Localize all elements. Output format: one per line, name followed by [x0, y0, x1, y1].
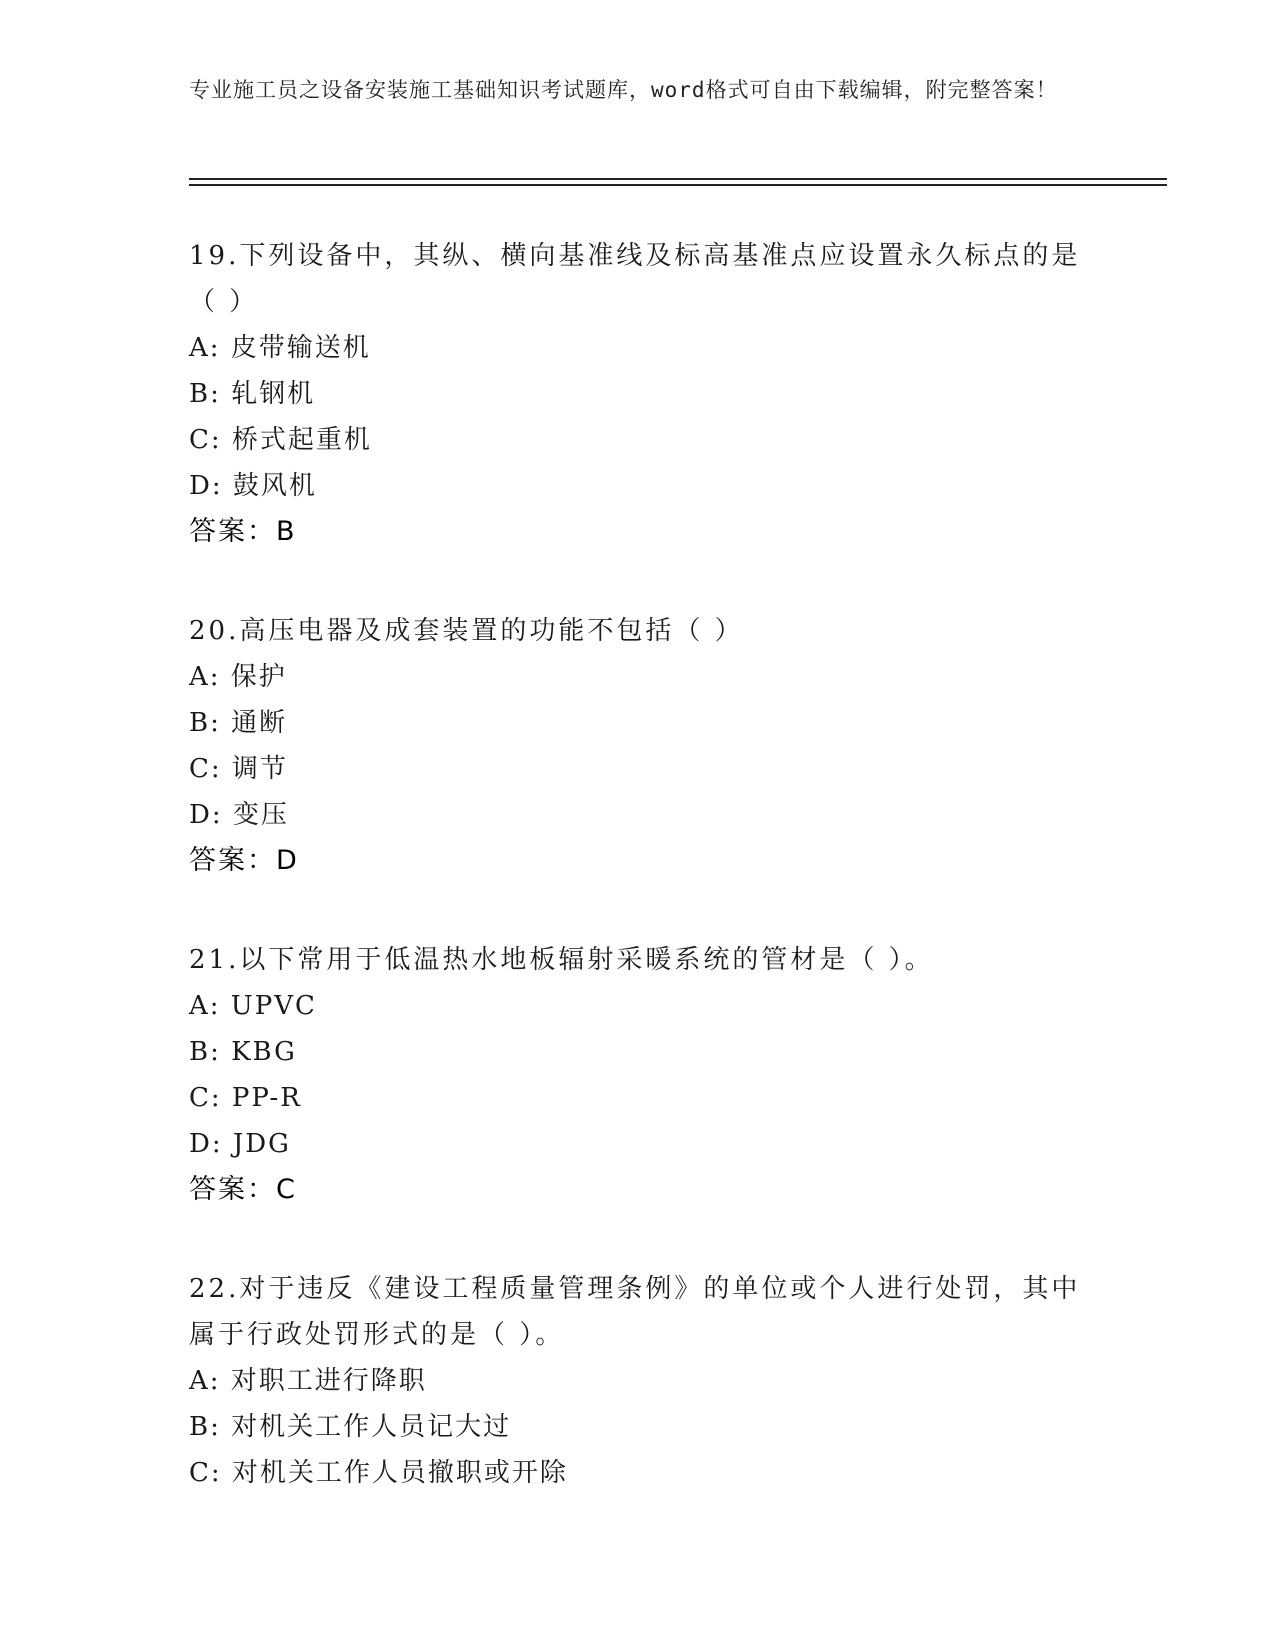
option-c: C: 对机关工作人员撤职或开除 — [189, 1458, 568, 1488]
option-c: C: PP-R — [189, 1083, 302, 1113]
option-d: D: JDG — [189, 1129, 291, 1159]
question-list — [189, 233, 1089, 1549]
option-b: B: 对机关工作人员记大过 — [189, 1412, 512, 1442]
option-c: C: 桥式起重机 — [189, 425, 372, 455]
option-a: A: 保护 — [189, 662, 287, 692]
option-a: A: 对职工进行降职 — [189, 1366, 427, 1396]
option-d: D: 变压 — [189, 800, 289, 830]
header-divider-top — [189, 178, 1167, 180]
answer-line: 答案：D — [189, 845, 299, 876]
question-19 — [189, 233, 1089, 555]
option-a: A: 皮带输送机 — [189, 333, 371, 363]
question-stem: 21.以下常用于低温热水地板辐射采暖系统的管材是（ ）。 — [189, 945, 934, 975]
option-a: A: UPVC — [189, 991, 317, 1021]
question-20 — [189, 608, 1089, 884]
option-b: B: 轧钢机 — [189, 379, 316, 409]
question-21 — [189, 937, 1089, 1213]
answer-line: 答案：C — [189, 1174, 297, 1205]
question-stem: 22.对于违反《建设工程质量管理条例》的单位或个人进行处罚，其中属于行政处罚形式的是（ ）。 — [189, 1274, 1081, 1350]
document-header: 专业施工员之设备安装施工基础知识考试题库，word格式可自由下载编辑，附完整答案！ — [189, 78, 1058, 102]
header-divider-bottom — [189, 184, 1167, 186]
option-c: C: 调节 — [189, 754, 288, 784]
question-22 — [189, 1266, 1089, 1496]
question-stem: 20.高压电器及成套装置的功能不包括（ ） — [189, 616, 744, 646]
option-d: D: 鼓风机 — [189, 471, 317, 501]
option-b: B: 通断 — [189, 708, 288, 738]
answer-line: 答案：B — [189, 516, 297, 547]
option-b: B: KBG — [189, 1037, 297, 1067]
question-stem: 19.下列设备中，其纵、横向基准线及标高基准点应设置永久标点的是（ ） — [189, 241, 1081, 317]
